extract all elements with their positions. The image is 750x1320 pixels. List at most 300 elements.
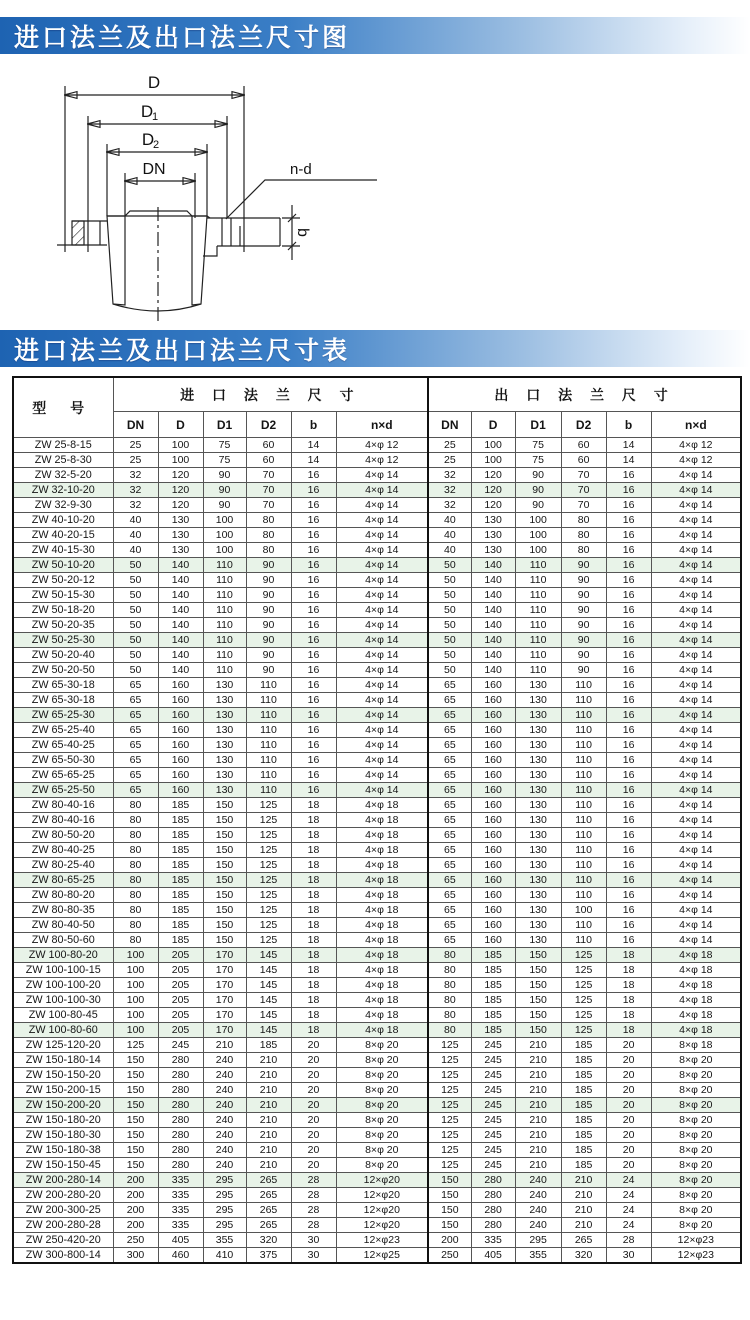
outlet-b-header: b (606, 412, 651, 438)
inlet-value-cell: 4×φ 14 (336, 723, 428, 738)
outlet-value-cell: 14 (606, 438, 651, 453)
outlet-value-cell: 4×φ 14 (651, 753, 741, 768)
inlet-value-cell: 110 (203, 558, 246, 573)
outlet-value-cell: 150 (515, 978, 561, 993)
inlet-b-header: b (291, 412, 336, 438)
outlet-value-cell: 90 (561, 558, 606, 573)
outlet-value-cell: 130 (515, 783, 561, 798)
table-row (13, 783, 741, 798)
inlet-value-cell: 250 (113, 1233, 158, 1248)
outlet-value-cell: 185 (561, 1128, 606, 1143)
outlet-value-cell: 185 (471, 978, 515, 993)
inlet-value-cell: 125 (246, 873, 291, 888)
outlet-value-cell: 160 (471, 813, 515, 828)
inlet-value-cell: 12×φ20 (336, 1173, 428, 1188)
outlet-value-cell: 24 (606, 1218, 651, 1233)
model-column-header: 型 号 (13, 377, 113, 438)
inlet-value-cell: 280 (158, 1158, 203, 1173)
outlet-value-cell: 70 (561, 468, 606, 483)
inlet-value-cell: 100 (203, 543, 246, 558)
table-row (13, 888, 741, 903)
inlet-value-cell: 40 (113, 513, 158, 528)
outlet-value-cell: 80 (561, 513, 606, 528)
outlet-value-cell: 160 (471, 708, 515, 723)
outlet-value-cell: 245 (471, 1158, 515, 1173)
inlet-value-cell: 240 (203, 1158, 246, 1173)
inlet-value-cell: 125 (246, 813, 291, 828)
inlet-value-cell: 16 (291, 648, 336, 663)
outlet-value-cell: 240 (515, 1203, 561, 1218)
inlet-value-cell: 145 (246, 948, 291, 963)
outlet-value-cell: 20 (606, 1038, 651, 1053)
model-cell: ZW 150-150-45 (13, 1158, 113, 1173)
inlet-value-cell: 125 (246, 888, 291, 903)
outlet-value-cell: 185 (561, 1083, 606, 1098)
model-cell: ZW 50-10-20 (13, 558, 113, 573)
outlet-value-cell: 125 (428, 1143, 471, 1158)
inlet-value-cell: 120 (158, 468, 203, 483)
outlet-value-cell: 150 (428, 1203, 471, 1218)
inlet-value-cell: 4×φ 14 (336, 513, 428, 528)
outlet-value-cell: 4×φ 14 (651, 483, 741, 498)
inlet-value-cell: 150 (203, 873, 246, 888)
outlet-value-cell: 140 (471, 558, 515, 573)
inlet-value-cell: 18 (291, 1023, 336, 1038)
flange-body (57, 211, 280, 311)
inlet-value-cell: 18 (291, 993, 336, 1008)
outlet-value-cell: 140 (471, 633, 515, 648)
inlet-value-cell: 210 (246, 1098, 291, 1113)
outlet-value-cell: 130 (515, 693, 561, 708)
inlet-value-cell: 205 (158, 963, 203, 978)
inlet-value-cell: 160 (158, 693, 203, 708)
outlet-value-cell: 110 (561, 678, 606, 693)
model-cell: ZW 100-100-15 (13, 963, 113, 978)
table-row (13, 438, 741, 453)
outlet-value-cell: 210 (561, 1203, 606, 1218)
outlet-value-cell: 140 (471, 588, 515, 603)
inlet-value-cell: 50 (113, 648, 158, 663)
outlet-value-cell: 4×φ 18 (651, 978, 741, 993)
outlet-value-cell: 185 (471, 1008, 515, 1023)
outlet-value-cell: 65 (428, 768, 471, 783)
inlet-value-cell: 170 (203, 1023, 246, 1038)
table-row (13, 1083, 741, 1098)
outlet-value-cell: 185 (471, 1023, 515, 1038)
model-cell: ZW 32-5-20 (13, 468, 113, 483)
outlet-value-cell: 65 (428, 798, 471, 813)
inlet-value-cell: 110 (246, 783, 291, 798)
inlet-d2-header: D2 (246, 412, 291, 438)
outlet-value-cell: 16 (606, 603, 651, 618)
inlet-value-cell: 150 (113, 1113, 158, 1128)
outlet-nxd-header: n×d (651, 412, 741, 438)
inlet-value-cell: 4×φ 18 (336, 858, 428, 873)
outlet-value-cell: 16 (606, 588, 651, 603)
outlet-value-cell: 80 (428, 1008, 471, 1023)
outlet-value-cell: 12×φ23 (651, 1248, 741, 1263)
inlet-value-cell: 265 (246, 1218, 291, 1233)
outlet-value-cell: 8×φ 20 (651, 1083, 741, 1098)
model-cell: ZW 50-25-30 (13, 633, 113, 648)
inlet-value-cell: 145 (246, 993, 291, 1008)
table-row (13, 483, 741, 498)
outlet-value-cell: 16 (606, 663, 651, 678)
outlet-value-cell: 125 (428, 1053, 471, 1068)
outlet-value-cell: 110 (561, 738, 606, 753)
inlet-value-cell: 4×φ 18 (336, 813, 428, 828)
inlet-value-cell: 14 (291, 453, 336, 468)
table-row (13, 648, 741, 663)
dimension-dn (125, 161, 195, 181)
inlet-value-cell: 80 (246, 513, 291, 528)
inlet-value-cell: 140 (158, 663, 203, 678)
dimension-d2-label: D (141, 130, 155, 149)
outlet-value-cell: 65 (428, 723, 471, 738)
outlet-value-cell: 160 (471, 753, 515, 768)
inlet-value-cell: 205 (158, 1023, 203, 1038)
outlet-value-cell: 150 (428, 1173, 471, 1188)
inlet-value-cell: 12×φ20 (336, 1218, 428, 1233)
table-row (13, 813, 741, 828)
inlet-value-cell: 50 (113, 663, 158, 678)
inlet-value-cell: 170 (203, 963, 246, 978)
table-row (13, 1203, 741, 1218)
inlet-value-cell: 90 (246, 663, 291, 678)
model-cell: ZW 50-15-30 (13, 588, 113, 603)
model-cell: ZW 40-20-15 (13, 528, 113, 543)
outlet-value-cell: 160 (471, 738, 515, 753)
inlet-value-cell: 140 (158, 603, 203, 618)
outlet-value-cell: 8×φ 18 (651, 1038, 741, 1053)
inlet-value-cell: 16 (291, 558, 336, 573)
inlet-value-cell: 4×φ 14 (336, 648, 428, 663)
inlet-value-cell: 4×φ 18 (336, 993, 428, 1008)
outlet-value-cell: 4×φ 14 (651, 873, 741, 888)
inlet-d-header: D (158, 412, 203, 438)
outlet-value-cell: 320 (561, 1248, 606, 1263)
outlet-value-cell: 110 (515, 603, 561, 618)
outlet-value-cell: 125 (561, 963, 606, 978)
inlet-value-cell: 18 (291, 933, 336, 948)
model-cell: ZW 65-40-25 (13, 738, 113, 753)
model-cell: ZW 100-80-20 (13, 948, 113, 963)
inlet-value-cell: 160 (158, 753, 203, 768)
flange-diagram (42, 60, 452, 328)
table-row (13, 828, 741, 843)
inlet-value-cell: 210 (246, 1068, 291, 1083)
model-cell: ZW 100-80-45 (13, 1008, 113, 1023)
outlet-value-cell: 4×φ 18 (651, 963, 741, 978)
inlet-value-cell: 280 (158, 1113, 203, 1128)
outlet-value-cell: 8×φ 20 (651, 1098, 741, 1113)
table-row (13, 453, 741, 468)
outlet-value-cell: 150 (515, 1008, 561, 1023)
inlet-value-cell: 125 (246, 798, 291, 813)
outlet-value-cell: 8×φ 20 (651, 1158, 741, 1173)
table-row (13, 858, 741, 873)
outlet-value-cell: 4×φ 14 (651, 648, 741, 663)
outlet-value-cell: 4×φ 14 (651, 723, 741, 738)
inlet-value-cell: 16 (291, 633, 336, 648)
inlet-value-cell: 14 (291, 438, 336, 453)
inlet-value-cell: 295 (203, 1218, 246, 1233)
table-row (13, 948, 741, 963)
inlet-value-cell: 90 (246, 573, 291, 588)
inlet-value-cell: 50 (113, 573, 158, 588)
inlet-value-cell: 240 (203, 1053, 246, 1068)
outlet-value-cell: 4×φ 14 (651, 918, 741, 933)
outlet-value-cell: 32 (428, 483, 471, 498)
inlet-value-cell: 240 (203, 1113, 246, 1128)
outlet-value-cell: 4×φ 14 (651, 693, 741, 708)
inlet-value-cell: 90 (246, 603, 291, 618)
outlet-value-cell: 4×φ 14 (651, 513, 741, 528)
inlet-value-cell: 4×φ 14 (336, 468, 428, 483)
inlet-value-cell: 100 (113, 978, 158, 993)
inlet-value-cell: 110 (246, 753, 291, 768)
outlet-value-cell: 90 (561, 633, 606, 648)
outlet-value-cell: 110 (561, 873, 606, 888)
inlet-value-cell: 4×φ 14 (336, 573, 428, 588)
outlet-value-cell: 130 (515, 708, 561, 723)
inlet-value-cell: 295 (203, 1188, 246, 1203)
inlet-value-cell: 50 (113, 558, 158, 573)
table-row (13, 738, 741, 753)
inlet-value-cell: 4×φ 14 (336, 483, 428, 498)
outlet-value-cell: 265 (561, 1233, 606, 1248)
dimension-dn-label: DN (142, 161, 166, 178)
table-row (13, 993, 741, 1008)
inlet-value-cell: 65 (113, 753, 158, 768)
outlet-value-cell: 16 (606, 768, 651, 783)
outlet-value-cell: 90 (515, 483, 561, 498)
inlet-value-cell: 4×φ 14 (336, 768, 428, 783)
outlet-value-cell: 185 (471, 948, 515, 963)
inlet-value-cell: 4×φ 18 (336, 948, 428, 963)
outlet-value-cell: 280 (471, 1188, 515, 1203)
outlet-value-cell: 25 (428, 438, 471, 453)
inlet-value-cell: 4×φ 14 (336, 753, 428, 768)
inlet-value-cell: 125 (246, 828, 291, 843)
inlet-value-cell: 125 (246, 843, 291, 858)
table-row (13, 708, 741, 723)
outlet-value-cell: 125 (428, 1068, 471, 1083)
inlet-value-cell: 145 (246, 963, 291, 978)
outlet-value-cell: 210 (515, 1038, 561, 1053)
outlet-value-cell: 16 (606, 843, 651, 858)
outlet-dn-header: DN (428, 412, 471, 438)
outlet-value-cell: 8×φ 20 (651, 1203, 741, 1218)
table-row (13, 1113, 741, 1128)
outlet-value-cell: 80 (561, 543, 606, 558)
outlet-value-cell: 110 (515, 558, 561, 573)
inlet-value-cell: 110 (203, 588, 246, 603)
outlet-value-cell: 90 (561, 648, 606, 663)
inlet-value-cell: 28 (291, 1173, 336, 1188)
model-cell: ZW 40-10-20 (13, 513, 113, 528)
inlet-value-cell: 150 (113, 1068, 158, 1083)
inlet-value-cell: 110 (203, 648, 246, 663)
outlet-value-cell: 90 (561, 588, 606, 603)
inlet-value-cell: 16 (291, 753, 336, 768)
inlet-value-cell: 170 (203, 1008, 246, 1023)
outlet-value-cell: 160 (471, 783, 515, 798)
table-row (13, 978, 741, 993)
inlet-value-cell: 375 (246, 1248, 291, 1263)
inlet-value-cell: 150 (203, 798, 246, 813)
outlet-value-cell: 75 (515, 453, 561, 468)
outlet-value-cell: 185 (561, 1053, 606, 1068)
inlet-value-cell: 130 (203, 753, 246, 768)
outlet-value-cell: 90 (561, 618, 606, 633)
inlet-value-cell: 4×φ 18 (336, 918, 428, 933)
outlet-value-cell: 16 (606, 888, 651, 903)
model-cell: ZW 200-280-28 (13, 1218, 113, 1233)
inlet-value-cell: 70 (246, 498, 291, 513)
inlet-value-cell: 16 (291, 528, 336, 543)
inlet-value-cell: 80 (113, 828, 158, 843)
diagram-title: 进口法兰及出口法兰尺寸图 (14, 24, 351, 52)
outlet-value-cell: 70 (561, 483, 606, 498)
inlet-value-cell: 355 (203, 1233, 246, 1248)
inlet-value-cell: 4×φ 18 (336, 1023, 428, 1038)
inlet-value-cell: 4×φ 14 (336, 588, 428, 603)
outlet-value-cell: 90 (515, 498, 561, 513)
inlet-value-cell: 12×φ20 (336, 1188, 428, 1203)
table-row (13, 603, 741, 618)
outlet-value-cell: 245 (471, 1128, 515, 1143)
outlet-value-cell: 75 (515, 438, 561, 453)
inlet-value-cell: 160 (158, 738, 203, 753)
table-row (13, 573, 741, 588)
outlet-value-cell: 4×φ 14 (651, 603, 741, 618)
inlet-value-cell: 110 (203, 663, 246, 678)
outlet-value-cell: 125 (561, 993, 606, 1008)
outlet-value-cell: 210 (515, 1143, 561, 1158)
model-cell: ZW 150-200-15 (13, 1083, 113, 1098)
outlet-value-cell: 130 (515, 888, 561, 903)
inlet-value-cell: 18 (291, 798, 336, 813)
inlet-value-cell: 65 (113, 738, 158, 753)
inlet-value-cell: 80 (113, 798, 158, 813)
inlet-value-cell: 130 (158, 528, 203, 543)
dimension-d1-label: D (140, 102, 154, 121)
model-cell: ZW 32-10-20 (13, 483, 113, 498)
outlet-value-cell: 16 (606, 918, 651, 933)
inlet-value-cell: 140 (158, 618, 203, 633)
model-cell: ZW 200-280-20 (13, 1188, 113, 1203)
outlet-value-cell: 120 (471, 498, 515, 513)
inlet-value-cell: 185 (158, 843, 203, 858)
outlet-value-cell: 125 (428, 1038, 471, 1053)
inlet-value-cell: 335 (158, 1218, 203, 1233)
inlet-value-cell: 125 (246, 858, 291, 873)
outlet-value-cell: 65 (428, 813, 471, 828)
outlet-value-cell: 65 (428, 708, 471, 723)
outlet-value-cell: 160 (471, 723, 515, 738)
outlet-value-cell: 210 (515, 1128, 561, 1143)
outlet-value-cell: 65 (428, 693, 471, 708)
outlet-value-cell: 100 (515, 543, 561, 558)
outlet-value-cell: 110 (561, 888, 606, 903)
outlet-value-cell: 50 (428, 558, 471, 573)
outlet-value-cell: 30 (606, 1248, 651, 1263)
inlet-value-cell: 18 (291, 948, 336, 963)
inlet-value-cell: 110 (246, 708, 291, 723)
outlet-value-cell: 4×φ 14 (651, 468, 741, 483)
inlet-value-cell: 200 (113, 1188, 158, 1203)
inlet-value-cell: 20 (291, 1098, 336, 1113)
outlet-value-cell: 8×φ 20 (651, 1128, 741, 1143)
table-row (13, 543, 741, 558)
outlet-value-cell: 16 (606, 858, 651, 873)
inlet-value-cell: 320 (246, 1233, 291, 1248)
inlet-value-cell: 18 (291, 858, 336, 873)
outlet-value-cell: 16 (606, 708, 651, 723)
model-cell: ZW 150-180-30 (13, 1128, 113, 1143)
inlet-value-cell: 210 (246, 1053, 291, 1068)
inlet-value-cell: 410 (203, 1248, 246, 1263)
inlet-value-cell: 16 (291, 708, 336, 723)
outlet-value-cell: 16 (606, 753, 651, 768)
inlet-value-cell: 80 (113, 903, 158, 918)
table-row (13, 963, 741, 978)
outlet-value-cell: 110 (561, 753, 606, 768)
outlet-value-cell: 150 (428, 1218, 471, 1233)
inlet-value-cell: 60 (246, 453, 291, 468)
model-cell: ZW 150-180-20 (13, 1113, 113, 1128)
thickness-label: b (294, 228, 311, 237)
outlet-value-cell: 16 (606, 633, 651, 648)
outlet-value-cell: 50 (428, 603, 471, 618)
outlet-value-cell: 32 (428, 498, 471, 513)
outlet-value-cell: 16 (606, 528, 651, 543)
inlet-value-cell: 335 (158, 1203, 203, 1218)
outlet-value-cell: 32 (428, 468, 471, 483)
inlet-value-cell: 20 (291, 1083, 336, 1098)
outlet-value-cell: 4×φ 14 (651, 843, 741, 858)
inlet-value-cell: 20 (291, 1053, 336, 1068)
outlet-value-cell: 65 (428, 933, 471, 948)
outlet-value-cell: 245 (471, 1068, 515, 1083)
inlet-value-cell: 185 (158, 813, 203, 828)
inlet-value-cell: 18 (291, 1008, 336, 1023)
inlet-value-cell: 80 (246, 528, 291, 543)
inlet-value-cell: 16 (291, 678, 336, 693)
outlet-value-cell: 16 (606, 738, 651, 753)
inlet-value-cell: 80 (113, 843, 158, 858)
table-row (13, 588, 741, 603)
outlet-value-cell: 210 (561, 1173, 606, 1188)
outlet-value-cell: 110 (561, 798, 606, 813)
table-row (13, 1143, 741, 1158)
inlet-value-cell: 4×φ 12 (336, 438, 428, 453)
inlet-value-cell: 335 (158, 1188, 203, 1203)
outlet-value-cell: 130 (515, 813, 561, 828)
model-cell: ZW 150-180-14 (13, 1053, 113, 1068)
flange-section-drawing (42, 60, 452, 328)
outlet-value-cell: 16 (606, 678, 651, 693)
inlet-value-cell: 32 (113, 498, 158, 513)
model-cell: ZW 65-30-18 (13, 693, 113, 708)
outlet-value-cell: 140 (471, 618, 515, 633)
outlet-value-cell: 50 (428, 588, 471, 603)
outlet-value-cell: 20 (606, 1143, 651, 1158)
model-cell: ZW 50-20-35 (13, 618, 113, 633)
inlet-value-cell: 210 (203, 1038, 246, 1053)
outlet-value-cell: 24 (606, 1188, 651, 1203)
